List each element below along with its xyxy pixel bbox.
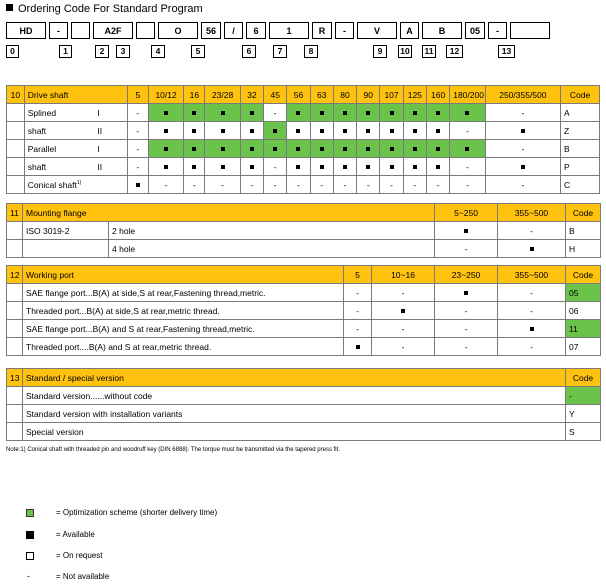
available-marker-icon xyxy=(436,111,440,115)
value-cell xyxy=(184,104,205,122)
code-box: B xyxy=(422,22,462,39)
available-marker-icon xyxy=(521,165,525,169)
code-cell: 11 xyxy=(566,320,601,338)
row-label: Standard version with installation variants xyxy=(23,405,566,423)
available-marker-icon xyxy=(390,147,394,151)
value-cell: - xyxy=(450,158,485,176)
column-header: 10~16 xyxy=(372,266,435,284)
value-cell xyxy=(333,158,356,176)
available-marker-icon xyxy=(366,129,370,133)
value-cell xyxy=(287,104,310,122)
available-marker-icon xyxy=(192,129,196,133)
available-marker-icon xyxy=(320,165,324,169)
code-header: Code xyxy=(566,369,601,387)
version-table xyxy=(6,368,601,441)
table-row xyxy=(7,158,600,176)
table-row xyxy=(7,338,601,356)
value-cell: - xyxy=(426,176,449,194)
value-cell xyxy=(205,104,240,122)
position-number-box: 9 xyxy=(373,45,387,58)
size-header: 250/355/500 xyxy=(485,86,560,104)
available-marker-icon xyxy=(413,165,417,169)
black-square-icon xyxy=(26,531,34,539)
value-cell: - xyxy=(333,176,356,194)
value-cell xyxy=(148,140,183,158)
value-cell xyxy=(310,158,333,176)
table-row xyxy=(7,405,601,423)
code-box xyxy=(71,22,90,39)
working-port-header xyxy=(7,266,601,284)
available-marker-icon xyxy=(390,165,394,169)
code-box: 56 xyxy=(201,22,221,39)
table-row xyxy=(7,240,601,258)
footnote-ref: 1) xyxy=(76,179,82,186)
value-cell: - xyxy=(344,284,372,302)
value-cell xyxy=(184,158,205,176)
value-cell xyxy=(498,320,566,338)
value-cell xyxy=(403,104,426,122)
size-header: 107 xyxy=(380,86,403,104)
row-sublabel: II xyxy=(97,122,127,140)
available-marker-icon xyxy=(343,111,347,115)
drive-shaft-header xyxy=(7,86,600,104)
value-cell: - xyxy=(127,158,148,176)
available-marker-icon xyxy=(413,147,417,151)
value-cell: - xyxy=(310,176,333,194)
available-marker-icon xyxy=(296,147,300,151)
position-number-box: 1 xyxy=(59,45,72,58)
available-marker-icon xyxy=(164,165,168,169)
size-header: 63 xyxy=(310,86,333,104)
available-marker-icon xyxy=(250,165,254,169)
value-cell xyxy=(264,122,287,140)
available-marker-icon xyxy=(464,229,468,233)
value-cell xyxy=(426,104,449,122)
available-marker-icon xyxy=(436,147,440,151)
available-marker-icon xyxy=(436,165,440,169)
value-cell: - xyxy=(344,320,372,338)
available-marker-icon xyxy=(366,165,370,169)
available-marker-icon xyxy=(192,147,196,151)
available-marker-icon xyxy=(413,111,417,115)
section-number: 12 xyxy=(7,266,23,284)
value-cell xyxy=(357,140,380,158)
value-cell: - xyxy=(127,104,148,122)
row-label: Splined xyxy=(24,104,97,122)
table-row xyxy=(7,122,600,140)
value-cell xyxy=(310,140,333,158)
available-marker-icon xyxy=(320,129,324,133)
value-cell xyxy=(240,158,263,176)
size-header: 80 xyxy=(333,86,356,104)
table-row xyxy=(7,423,601,441)
value-cell: - xyxy=(372,338,435,356)
value-cell xyxy=(333,140,356,158)
value-cell xyxy=(357,122,380,140)
value-cell: - xyxy=(184,176,205,194)
row-sublabel: II xyxy=(97,158,127,176)
size-header: 90 xyxy=(357,86,380,104)
available-marker-icon xyxy=(465,147,469,151)
table-row xyxy=(7,176,600,194)
value-cell xyxy=(287,158,310,176)
value-cell xyxy=(372,302,435,320)
available-marker-icon xyxy=(164,129,168,133)
code-cell: Z xyxy=(561,122,600,140)
row-label: Standard version......without code xyxy=(23,387,566,405)
position-number-box: 4 xyxy=(151,45,165,58)
code-box: 6 xyxy=(246,22,266,39)
value-cell xyxy=(380,158,403,176)
row-label: 4 hole xyxy=(109,240,435,258)
code-box: HD xyxy=(6,22,46,39)
available-marker-icon xyxy=(530,247,534,251)
row-label: Threaded port....B(A) and S at rear,metric thread. xyxy=(23,338,344,356)
value-cell: - xyxy=(127,140,148,158)
value-cell: - xyxy=(287,176,310,194)
value-cell xyxy=(426,140,449,158)
available-marker-icon xyxy=(436,129,440,133)
value-cell xyxy=(357,158,380,176)
code-box: - xyxy=(49,22,68,39)
value-cell: - xyxy=(485,176,560,194)
available-marker-icon xyxy=(221,129,225,133)
value-cell: - xyxy=(380,176,403,194)
code-box: R xyxy=(312,22,332,39)
available-marker-icon xyxy=(413,129,417,133)
value-cell xyxy=(310,104,333,122)
section-number: 10 xyxy=(7,86,25,104)
section-label: Working port xyxy=(23,266,344,284)
table-row xyxy=(7,222,601,240)
available-marker-icon xyxy=(136,183,140,187)
legend-text: = Optimization scheme (shorter delivery time) xyxy=(56,508,218,517)
value-cell: - xyxy=(435,338,498,356)
value-cell: - xyxy=(264,104,287,122)
green-square-icon xyxy=(26,509,34,517)
table-row xyxy=(7,302,601,320)
value-cell xyxy=(184,122,205,140)
code-cell: H xyxy=(566,240,601,258)
value-cell: - xyxy=(205,176,240,194)
value-cell: - xyxy=(450,176,485,194)
value-cell xyxy=(450,104,485,122)
column-header: 355~500 xyxy=(498,204,566,222)
row-label: Threaded port...B(A) at side,S at rear,metric thread. xyxy=(23,302,344,320)
code-header: Code xyxy=(561,86,600,104)
value-cell xyxy=(184,140,205,158)
bullet-square-icon xyxy=(6,4,13,11)
code-box xyxy=(136,22,155,39)
available-marker-icon xyxy=(273,147,277,151)
code-box: A2F xyxy=(93,22,133,39)
value-cell: - xyxy=(403,176,426,194)
code-cell: Y xyxy=(566,405,601,423)
available-marker-icon xyxy=(164,147,168,151)
value-cell: - xyxy=(450,122,485,140)
size-header: 5 xyxy=(127,86,148,104)
value-cell xyxy=(205,122,240,140)
value-cell: - xyxy=(372,284,435,302)
code-cell: A xyxy=(561,104,600,122)
value-cell xyxy=(264,140,287,158)
value-cell xyxy=(485,158,560,176)
value-cell: - xyxy=(372,320,435,338)
code-box: 05 xyxy=(465,22,485,39)
row-label: 2 hole xyxy=(109,222,435,240)
value-cell xyxy=(240,140,263,158)
code-box: O xyxy=(158,22,198,39)
value-cell: - xyxy=(148,176,183,194)
position-number-box: 6 xyxy=(242,45,256,58)
value-cell xyxy=(148,104,183,122)
code-cell: 07 xyxy=(566,338,601,356)
value-cell: - xyxy=(435,320,498,338)
page-title: Ordering Code For Standard Program xyxy=(6,2,203,16)
value-cell xyxy=(380,140,403,158)
available-marker-icon xyxy=(320,111,324,115)
value-cell xyxy=(240,122,263,140)
value-cell xyxy=(205,158,240,176)
value-cell xyxy=(240,104,263,122)
code-cell: 06 xyxy=(566,302,601,320)
size-header: 45 xyxy=(264,86,287,104)
available-marker-icon xyxy=(343,165,347,169)
available-marker-icon xyxy=(250,147,254,151)
value-cell xyxy=(435,222,498,240)
size-header: 160 xyxy=(426,86,449,104)
column-header: 5~250 xyxy=(435,204,498,222)
legend-text: = Not available xyxy=(56,572,110,581)
row-label: Conical shaft$^{1)}$ xyxy=(24,176,97,194)
value-cell: - xyxy=(498,222,566,240)
section-number: 11 xyxy=(7,204,23,222)
available-marker-icon xyxy=(221,111,225,115)
size-header: 32 xyxy=(240,86,263,104)
value-cell xyxy=(403,158,426,176)
available-marker-icon xyxy=(192,111,196,115)
value-cell xyxy=(426,158,449,176)
column-header: 23~250 xyxy=(435,266,498,284)
column-header: 355~500 xyxy=(498,266,566,284)
code-box: / xyxy=(224,22,243,39)
value-cell: - xyxy=(357,176,380,194)
value-cell xyxy=(426,122,449,140)
value-cell xyxy=(333,104,356,122)
position-number-box: 8 xyxy=(304,45,318,58)
table-row xyxy=(7,104,600,122)
code-cell: S xyxy=(566,423,601,441)
row-label: SAE flange port...B(A) at side,S at rear,Fastening thread,metric. xyxy=(23,284,344,302)
value-cell xyxy=(450,140,485,158)
position-number-box: 2 xyxy=(95,45,109,58)
legend-text: = Available xyxy=(56,530,95,539)
code-cell: B xyxy=(566,222,601,240)
row-label: Parallel xyxy=(24,140,97,158)
size-header: 10/12 xyxy=(148,86,183,104)
available-marker-icon xyxy=(296,165,300,169)
size-header: 180/200 xyxy=(450,86,485,104)
code-box xyxy=(510,22,550,39)
available-marker-icon xyxy=(390,111,394,115)
available-marker-icon xyxy=(530,327,534,331)
table-row xyxy=(7,284,601,302)
value-cell: - xyxy=(485,140,560,158)
value-cell: - xyxy=(435,240,498,258)
value-cell xyxy=(403,140,426,158)
section-label: Mounting flange xyxy=(23,204,435,222)
value-cell: - xyxy=(498,338,566,356)
size-header: 125 xyxy=(403,86,426,104)
position-number-box: 12 xyxy=(446,45,463,58)
value-cell: - xyxy=(240,176,263,194)
value-cell xyxy=(148,122,183,140)
standard-label: ISO 3019-2 xyxy=(23,222,109,240)
value-cell: - xyxy=(264,176,287,194)
available-marker-icon xyxy=(465,111,469,115)
value-cell: - xyxy=(498,284,566,302)
position-number-box: 13 xyxy=(498,45,515,58)
value-cell xyxy=(380,104,403,122)
available-marker-icon xyxy=(250,129,254,133)
working-port-table xyxy=(6,265,601,356)
size-header: 16 xyxy=(184,86,205,104)
position-number-box: 5 xyxy=(191,45,205,58)
table-row xyxy=(7,387,601,405)
code-box: - xyxy=(488,22,507,39)
value-cell xyxy=(498,240,566,258)
available-marker-icon xyxy=(296,111,300,115)
dash-icon: - xyxy=(27,571,30,581)
version-header xyxy=(7,369,601,387)
position-number-row xyxy=(6,45,515,58)
available-marker-icon xyxy=(164,111,168,115)
code-cell: C xyxy=(561,176,600,194)
value-cell: - xyxy=(127,122,148,140)
value-cell xyxy=(333,122,356,140)
open-square-icon xyxy=(26,552,34,560)
available-marker-icon xyxy=(221,165,225,169)
position-number-box: 7 xyxy=(273,45,287,58)
code-cell: 05 xyxy=(566,284,601,302)
position-number-box: 10 xyxy=(398,45,412,58)
column-header: 5 xyxy=(344,266,372,284)
available-marker-icon xyxy=(343,129,347,133)
position-number-box: 0 xyxy=(6,45,19,58)
available-marker-icon xyxy=(401,309,405,313)
code-box: V xyxy=(357,22,397,39)
code-header: Code xyxy=(566,204,601,222)
position-number-box: 11 xyxy=(422,45,436,58)
available-marker-icon xyxy=(221,147,225,151)
row-label: shaft xyxy=(24,158,97,176)
section-label: Drive shaft xyxy=(24,86,127,104)
code-cell: P xyxy=(561,158,600,176)
value-cell xyxy=(127,176,148,194)
value-cell: - xyxy=(485,104,560,122)
legend-text: = On request xyxy=(56,551,103,560)
size-header: 23/28 xyxy=(205,86,240,104)
footnote: Note:1) Conical shaft with threaded pin and woodruff key (DIN 6888). The torque must be transmitted via the tapered press fit. xyxy=(6,447,340,453)
value-cell xyxy=(380,122,403,140)
available-marker-icon xyxy=(366,147,370,151)
available-marker-icon xyxy=(356,345,360,349)
available-marker-icon xyxy=(390,129,394,133)
code-cell: B xyxy=(561,140,600,158)
section-number: 13 xyxy=(7,369,23,387)
available-marker-icon xyxy=(296,129,300,133)
available-marker-icon xyxy=(521,129,525,133)
row-label: Special version xyxy=(23,423,566,441)
available-marker-icon xyxy=(192,165,196,169)
table-row xyxy=(7,140,600,158)
value-cell xyxy=(357,104,380,122)
value-cell xyxy=(485,122,560,140)
value-cell: - xyxy=(264,158,287,176)
value-cell xyxy=(287,122,310,140)
value-cell xyxy=(403,122,426,140)
ordering-code-row xyxy=(6,22,553,39)
available-marker-icon xyxy=(343,147,347,151)
available-marker-icon xyxy=(366,111,370,115)
available-marker-icon xyxy=(273,129,277,133)
row-label: SAE flange port...B(A) and S at rear,Fastening thread,metric. xyxy=(23,320,344,338)
code-box: 1 xyxy=(269,22,309,39)
table-row xyxy=(7,320,601,338)
section-label: Standard / special version xyxy=(23,369,566,387)
code-box: - xyxy=(335,22,354,39)
value-cell xyxy=(435,284,498,302)
mounting-flange-table xyxy=(6,203,601,258)
size-header: 56 xyxy=(287,86,310,104)
available-marker-icon xyxy=(320,147,324,151)
value-cell: - xyxy=(344,302,372,320)
code-cell: - xyxy=(566,387,601,405)
value-cell xyxy=(344,338,372,356)
code-box: A xyxy=(400,22,419,39)
row-label: shaft xyxy=(24,122,97,140)
row-sublabel xyxy=(97,176,127,194)
value-cell xyxy=(148,158,183,176)
position-number-box: 3 xyxy=(116,45,130,58)
value-cell xyxy=(205,140,240,158)
value-cell xyxy=(287,140,310,158)
available-marker-icon xyxy=(464,291,468,295)
drive-shaft-table xyxy=(6,85,600,194)
row-sublabel: I xyxy=(97,140,127,158)
code-header: Code xyxy=(566,266,601,284)
value-cell: - xyxy=(498,302,566,320)
mounting-flange-header xyxy=(7,204,601,222)
row-sublabel: I xyxy=(97,104,127,122)
available-marker-icon xyxy=(250,111,254,115)
value-cell xyxy=(310,122,333,140)
value-cell: - xyxy=(435,302,498,320)
